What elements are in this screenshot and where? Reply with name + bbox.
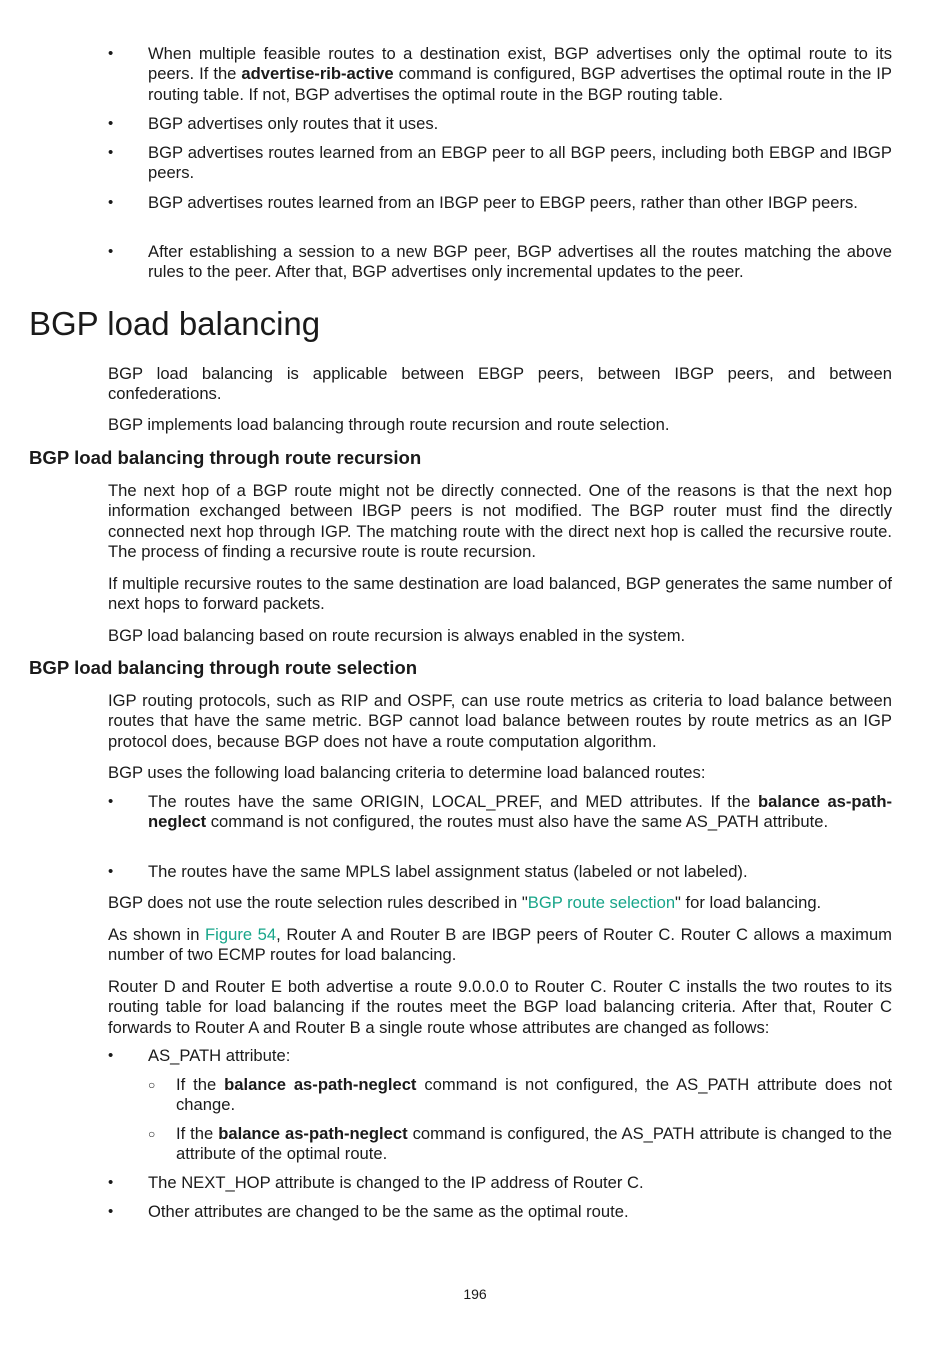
- bullet-text: The routes have the same ORIGIN, LOCAL_PREF, and MED attributes. If the balance as-path-neglect command is not configured, the routes must also have the same AS_PATH attribute.: [148, 792, 892, 832]
- paragraph: BGP implements load balancing through route recursion and route selection.: [108, 415, 670, 434]
- paragraph: If multiple recursive routes to the same destination are load balanced, BGP generates the same number of next hops to forward packets.: [108, 574, 892, 614]
- paragraph: IGP routing protocols, such as RIP and OSPF, can use route metrics as criteria to load balance between routes that have the same metric. BGP cannot load balance between routes by route metrics as an IGP protocol does, because BGP does not have a route computation algorithm.: [108, 691, 892, 751]
- page-number: 196: [463, 1286, 487, 1302]
- paragraph: The next hop of a BGP route might not be directly connected. One of the reasons is that the next hop information exchanged between IBGP peers is not modified. The BGP router must find the directly connected next hop through IGP. The matching route with the direct next hop is called the recursive route. The process of finding a recursive route is route recursion.: [108, 481, 892, 562]
- section-title: BGP load balancing: [29, 305, 321, 342]
- bullet-text: BGP advertises only routes that it uses.: [148, 114, 439, 133]
- bullet-icon: •: [108, 1203, 114, 1220]
- figure-54-link[interactable]: Figure 54: [205, 925, 277, 944]
- bullet-icon: •: [108, 863, 114, 880]
- bullet-text: Other attributes are changed to be the same as the optimal route.: [148, 1202, 629, 1221]
- bullet-text: The routes have the same MPLS label assignment status (labeled or not labeled).: [148, 862, 748, 881]
- bullet-text: After establishing a session to a new BGP peer, BGP advertises all the routes matching the above rules to the peer. After that, BGP advertises only incremental updates to the peer.: [148, 242, 892, 282]
- bgp-route-selection-link[interactable]: BGP route selection: [527, 893, 676, 912]
- bullet-icon: •: [108, 793, 114, 810]
- subsection-title: BGP load balancing through route recursion: [29, 447, 422, 468]
- bullet-icon: •: [108, 144, 114, 161]
- circle-bullet-icon: ○: [148, 1078, 156, 1092]
- bullet-text: The NEXT_HOP attribute is changed to the IP address of Router C.: [148, 1173, 644, 1192]
- paragraph: BGP does not use the route selection rules described in "BGP route selection" for load balancing.: [108, 893, 822, 912]
- paragraph: BGP load balancing based on route recursion is always enabled in the system.: [108, 626, 686, 645]
- bullet-text: When multiple feasible routes to a destination exist, BGP advertises only the optimal route to its peers. If the advertise-rib-active command is configured, BGP advertises the optimal route in the IP routing table. If not, BGP advertises the optimal route in the BGP routing table.: [148, 44, 892, 104]
- paragraph: As shown in Figure 54, Router A and Router B are IBGP peers of Router C. Router C allows a maximum number of two ECMP routes for load balancing.: [108, 925, 892, 965]
- subsection-title: BGP load balancing through route selection: [29, 657, 418, 678]
- bullet-icon: •: [108, 115, 114, 132]
- bullet-icon: •: [108, 45, 114, 62]
- bullet-text: AS_PATH attribute:: [148, 1046, 291, 1065]
- circle-bullet-icon: ○: [148, 1127, 156, 1141]
- sub-bullet-text: If the balance as-path-neglect command is configured, the AS_PATH attribute is changed to the attribute of the optimal route.: [176, 1124, 892, 1164]
- bullet-icon: •: [108, 1047, 114, 1064]
- bullet-text: BGP advertises routes learned from an EBGP peer to all BGP peers, including both EBGP and IBGP peers.: [148, 143, 892, 183]
- sub-bullet-text: If the balance as-path-neglect command is not configured, the AS_PATH attribute does not change.: [176, 1075, 892, 1115]
- paragraph: BGP load balancing is applicable between EBGP peers, between IBGP peers, and between confederations.: [108, 364, 892, 404]
- paragraph: Router D and Router E both advertise a route 9.0.0.0 to Router C. Router C installs the two routes to its routing table for load balancing if the routes meet the BGP load balancing criteria. After that, Router C forwards to Router A and Router B a single route whose attributes are changed as follows:: [108, 977, 892, 1037]
- bullet-icon: •: [108, 194, 114, 211]
- bullet-icon: •: [108, 1174, 114, 1191]
- paragraph: BGP uses the following load balancing criteria to determine load balanced routes:: [108, 763, 706, 782]
- bullet-icon: •: [108, 243, 114, 260]
- bullet-text: BGP advertises routes learned from an IBGP peer to EBGP peers, rather than other IBGP peers.: [148, 193, 858, 212]
